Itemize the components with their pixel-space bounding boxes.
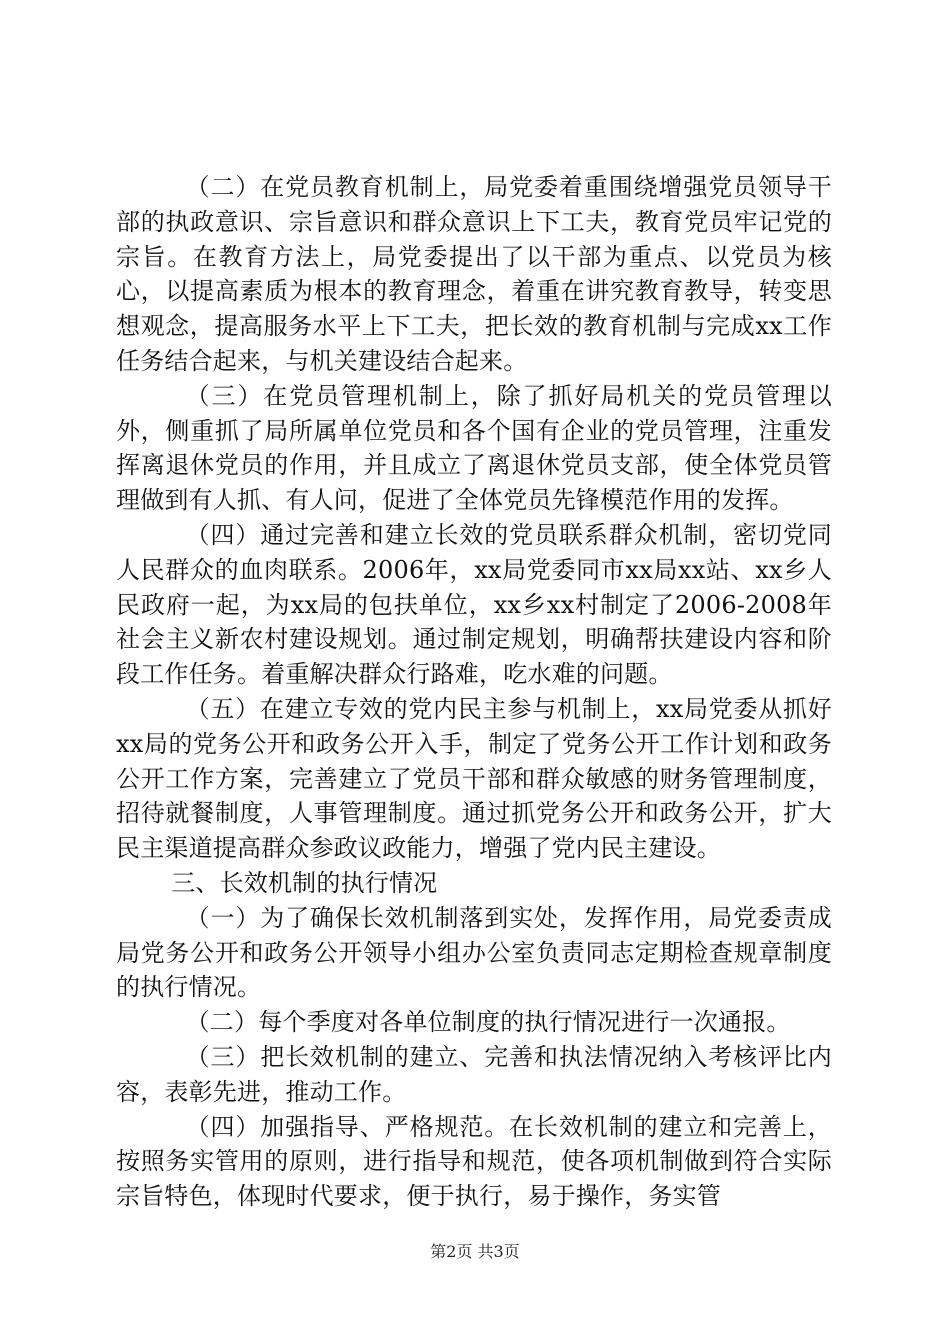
paragraph-execution-item-1: （一）为了确保长效机制落到实处，发挥作用，局党委责成局党务公开和政务公开领导小组办公室负责同志定期检查规章制度的执行情况。 (116, 903, 832, 1002)
paragraph-mass-contact-mechanism: （四）通过完善和建立长效的党员联系群众机制，密切党同人民群众的血肉联系。2006年，xx局党委同市xx局xx站、xx乡人民政府一起，为xx局的包扶单位，xx乡xx村制定了2006-2008年社会主义新农村建设规划。通过制定规划，明确帮扶建设内容和阶段工作任务。着重解决群众行路难，吃水难的问题。 (116, 520, 832, 689)
paragraph-execution-item-4: （四）加强指导、严格规范。在长效机制的建立和完善上，按照务实管用的原则，进行指导和规范，使各项机制做到符合实际宗旨特色，体现时代要求，便于执行，易于操作，务实管 (116, 1112, 832, 1211)
section-heading: 三、长效机制的执行情况 (171, 868, 438, 897)
document-body (116, 170, 832, 1214)
paragraph-execution-item-2: （二）每个季度对各单位制度的执行情况进行一次通报。 (185, 1008, 791, 1037)
page-number-footer: 第2页 共3页 (430, 1242, 520, 1261)
paragraph-execution-item-3: （三）把长效机制的建立、完善和执法情况纳入考核评比内容，表彰先进，推动工作。 (116, 1042, 832, 1106)
paragraph-party-education-mechanism: （二）在党员教育机制上，局党委着重围绕增强党员领导干部的执政意识、宗旨意识和群众意识上下工夫，教育党员牢记党的宗旨。在教育方法上，局党委提出了以干部为重点、以党员为核心，以提高素质为根本的教育理念，着重在讲究教育教导，转变思想观念，提高服务水平上下工夫，把长效的教育机制与完成xx工作任务结合起来，与机关建设结合起来。 (116, 173, 832, 375)
paragraph-democratic-participation-mechanism: （五）在建立专效的党内民主参与机制上，xx局党委从抓好xx局的党务公开和政务公开入手，制定了党务公开工作计划和政务公开工作方案，完善建立了党员干部和群众敏感的财务管理制度，招待就餐制度，人事管理制度。通过抓党务公开和政务公开，扩大民主渠道提高群众参政议政能力，增强了党内民主建设。 (116, 694, 832, 863)
paragraph-party-management-mechanism: （三）在党员管理机制上，除了抓好局机关的党员管理以外，侧重抓了局所属单位党员和各个国有企业的党员管理，注重发挥离退休党员的作用，并且成立了离退休党员支部，使全体党员管理做到有人抓、有人问，促进了全体党员先锋模范作用的发挥。 (116, 381, 832, 515)
